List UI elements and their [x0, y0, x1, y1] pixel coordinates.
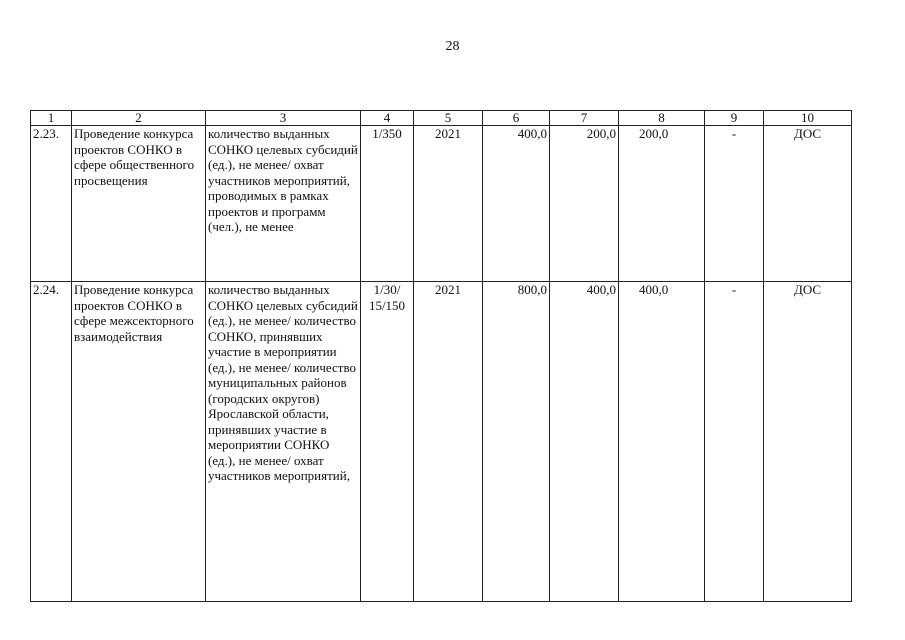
header-cell: 9: [705, 111, 764, 126]
header-cell: 3: [206, 111, 361, 126]
row-number: 2.23.: [31, 126, 72, 282]
indicator-text: количество выданных СОНКО целевых субсидий (ед.), не менее/ количество СОНКО, принявших участие в мероприятии (ед.), не менее/ количество муниципальных районов (городских округов) Ярославской области, принявших участие в мероприятии СОНКО (ед.), не менее/ охват участников мероприятий,: [206, 282, 361, 602]
header-cell: 2: [72, 111, 206, 126]
amount-col7: 400,0: [550, 282, 619, 602]
indicator-text: количество выданных СОНКО целевых субсидий (ед.), не менее/ охват участников мероприятий, проводимых в рамках проектов и программ (чел.), не менее: [206, 126, 361, 282]
header-cell: 5: [414, 111, 483, 126]
table-row: [31, 282, 852, 602]
amount-col9: -: [705, 282, 764, 602]
header-cell: 1: [31, 111, 72, 126]
total-amount: 800,0: [483, 282, 550, 602]
total-amount: 400,0: [483, 126, 550, 282]
amount-col8: 200,0: [619, 126, 705, 282]
indicator-value: 1/30/ 15/150: [361, 282, 414, 602]
amount-col7: 200,0: [550, 126, 619, 282]
header-cell: 8: [619, 111, 705, 126]
header-cell: 7: [550, 111, 619, 126]
activity-name: Проведение конкурса проектов СОНКО в сфере общественного просвещения: [72, 126, 206, 282]
amount-col9: -: [705, 126, 764, 282]
year: 2021: [414, 126, 483, 282]
executor: ДОС: [764, 282, 852, 602]
executor: ДОС: [764, 126, 852, 282]
year: 2021: [414, 282, 483, 602]
header-cell: 10: [764, 111, 852, 126]
table-row: [31, 126, 852, 282]
header-row: [31, 111, 852, 126]
header-cell: 4: [361, 111, 414, 126]
activity-name: Проведение конкурса проектов СОНКО в сфере межсекторного взаимодействия: [72, 282, 206, 602]
page-number: 28: [445, 39, 460, 54]
budget-table: [30, 110, 852, 602]
row-number: 2.24.: [31, 282, 72, 602]
header-cell: 6: [483, 111, 550, 126]
amount-col8: 400,0: [619, 282, 705, 602]
indicator-value: 1/350: [361, 126, 414, 282]
